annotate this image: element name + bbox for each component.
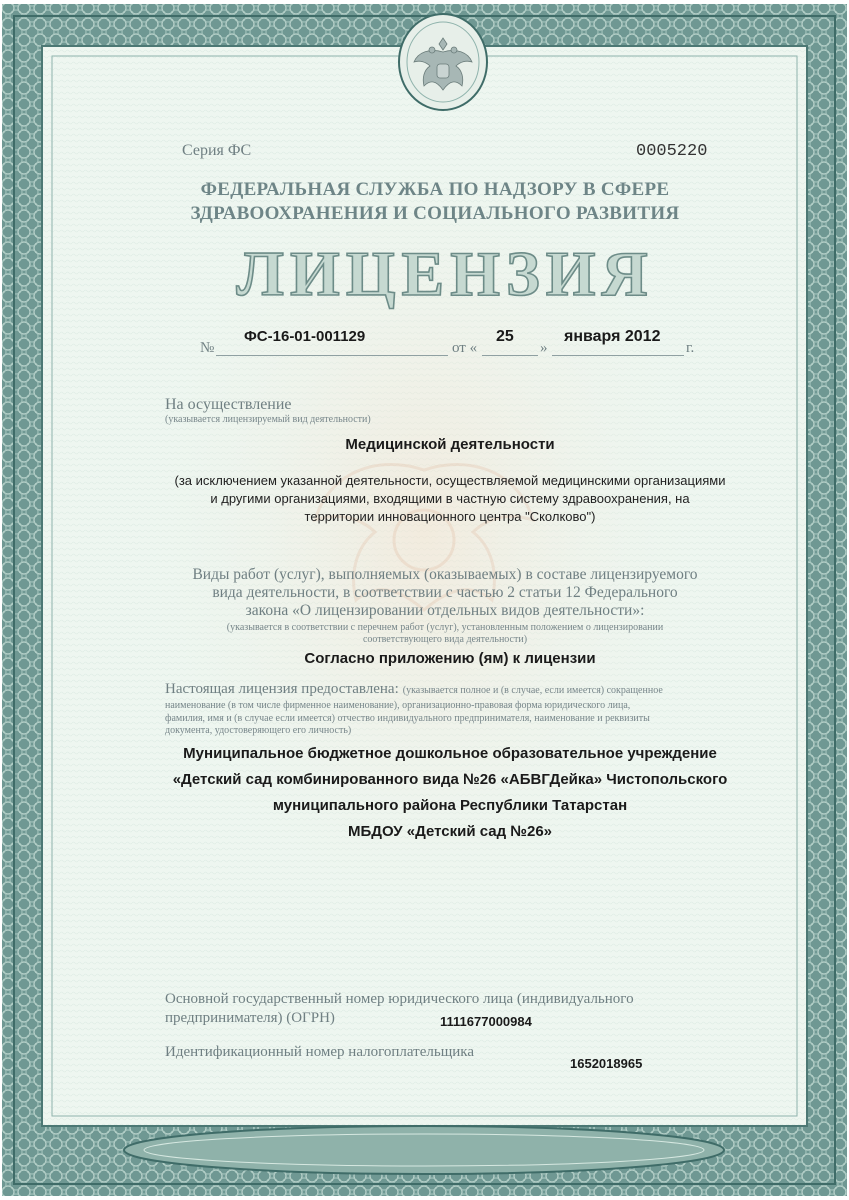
license-number: ФС-16-01-001129 xyxy=(244,328,366,345)
series-label: Серия ФС xyxy=(182,142,252,159)
number-label: № xyxy=(200,340,215,356)
license-day: 25 xyxy=(496,328,514,345)
agency-name-line1: ФЕДЕРАЛЬНАЯ СЛУЖБА ПО НАДЗОРУ В СФЕРЕ xyxy=(200,179,670,200)
works-line1: Виды работ (услуг), выполняемых (оказываемых) в составе лицензируемого xyxy=(192,566,698,583)
date-underline xyxy=(552,355,684,356)
holder-name-line1: Муниципальное бюджетное дошкольное образовательное учреждение xyxy=(183,745,717,762)
close-quote: » xyxy=(540,340,548,356)
serial-number: 0005220 xyxy=(636,142,708,161)
holder-hint4: документа, удостоверяющего его личность) xyxy=(165,725,352,736)
holder-hint1: (указывается полное и (в случае, если имеется) сокращенное xyxy=(402,685,663,696)
license-month-year: января 2012 xyxy=(564,328,661,345)
holder-hint3: фамилия, имя и (в случае если имеется) отчество индивидуального предпринимателя, наименование и реквизиты xyxy=(165,712,650,724)
activity-exception-line3: территории инновационного центра "Сколково") xyxy=(304,509,596,524)
day-underline xyxy=(482,355,538,356)
year-suffix: г. xyxy=(686,340,695,356)
works-hint1: (указывается в соответствии с перечнем работ (услуг), установленным положением о лицензировании xyxy=(226,622,664,633)
works-value: Согласно приложению (ям) к лицензии xyxy=(304,650,596,667)
ogrn-value: 1111677000984 xyxy=(440,1014,532,1029)
works-line3: закона «О лицензировании отдельных видов деятельности»: xyxy=(245,602,645,619)
holder-name-line2: «Детский сад комбинированного вида №26 «АБВГДейка» Чистопольского xyxy=(172,771,728,788)
inn-label: Идентификационный номер налогоплательщика xyxy=(165,1044,475,1060)
holder-name-line3: муниципального района Республики Татарстан xyxy=(272,797,628,814)
ogrn-label-line2: предпринимателя) (ОГРН) xyxy=(165,1010,335,1026)
number-underline xyxy=(216,355,448,356)
holder-hint2: наименование (в том числе фирменное наименование), организационно-правовая форма юридического лица, xyxy=(165,700,631,711)
agency-name-line2: ЗДРАВООХРАНЕНИЯ И СОЦИАЛЬНОГО РАЗВИТИЯ xyxy=(190,203,680,224)
from-label: от « xyxy=(452,340,478,356)
holder-label: Настоящая лицензия предоставлена: xyxy=(165,681,399,697)
activity-value: Медицинской деятельности xyxy=(345,436,555,453)
ogrn-label-line1: Основной государственный номер юридического лица (индивидуального xyxy=(165,991,634,1007)
activity-exception-line1: (за исключением указанной деятельности, осуществляемой медицинскими организациями xyxy=(174,473,726,488)
activity-exception-line2: и другими организациями, входящими в частную систему здравоохранения, на xyxy=(210,491,690,506)
works-line2: вида деятельности, в соответствии с частью 2 статьи 12 Федерального xyxy=(212,584,678,601)
document-title: ЛИЦЕНЗИЯ xyxy=(236,238,654,309)
holder-name-line4: МБДОУ «Детский сад №26» xyxy=(347,823,553,840)
activity-hint: (указывается лицензируемый вид деятельности) xyxy=(165,414,371,425)
works-hint2: соответствующего вида деятельности) xyxy=(362,634,528,645)
inn-value: 1652018965 xyxy=(570,1056,643,1071)
activity-label: На осуществление xyxy=(165,396,292,413)
